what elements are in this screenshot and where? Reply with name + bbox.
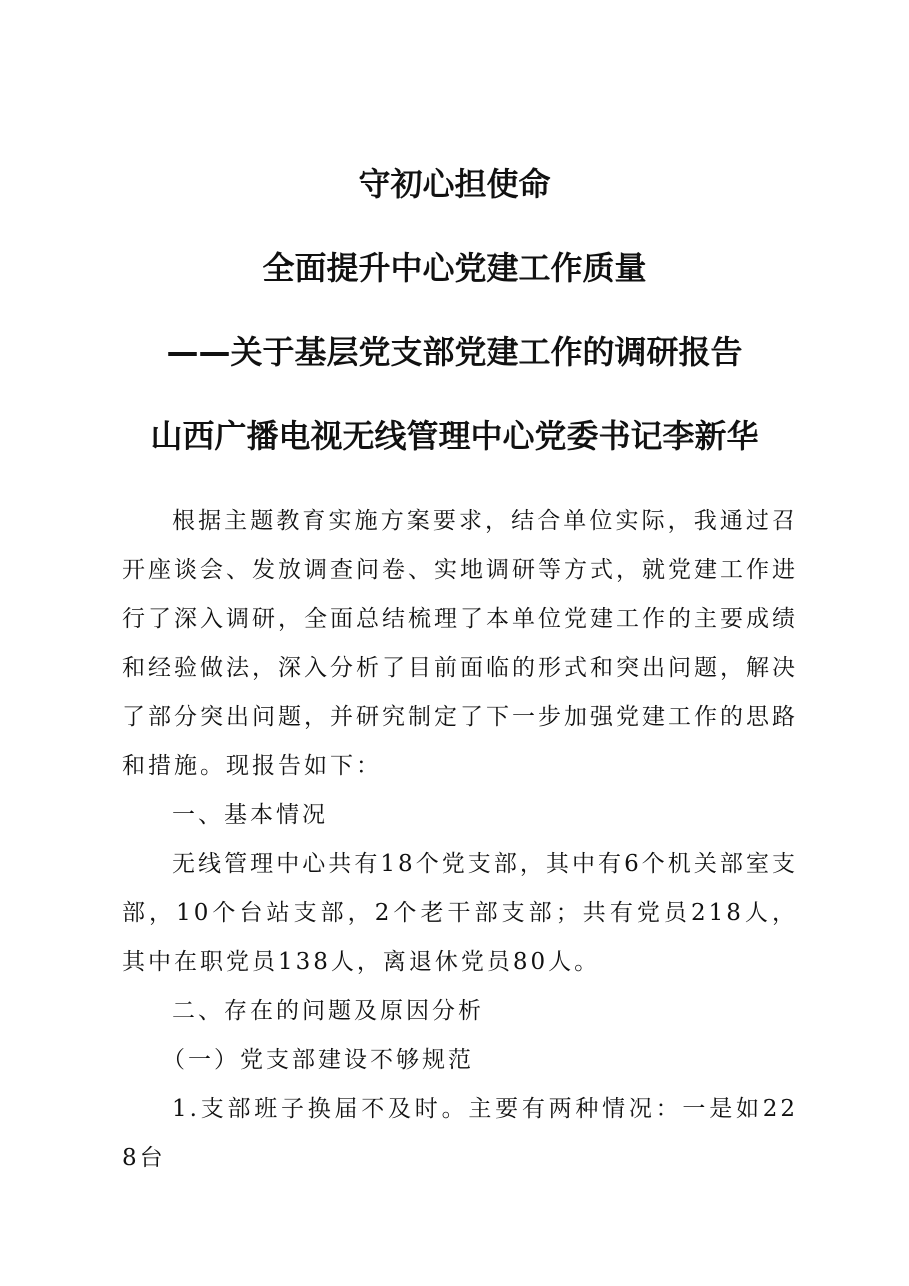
subsection-heading: （一）党支部建设不够规范: [162, 1047, 474, 1073]
section-heading-problems: 二、存在的问题及原因分析: [172, 998, 484, 1024]
main-title: 守初心担使命: [358, 165, 551, 203]
section-heading-basic: 一、基本情况: [172, 802, 328, 828]
problem-item-paragraph: 1.支部班子换届不及时。主要有两种情况：一是如228台: [122, 1096, 798, 1171]
body-text: [122, 497, 798, 1183]
basic-info-paragraph: 无线管理中心共有18个党支部，其中有6个机关部室支部，10个台站支部，2个老干部支部；共有党员218人，其中在职党员138人，离退休党员80人。: [122, 851, 798, 975]
author-line: 山西广播电视无线管理中心党委书记李新华: [150, 417, 759, 455]
intro-paragraph: 根据主题教育实施方案要求，结合单位实际，我通过召开座谈会、发放调查问卷、实地调研等方式，就党建工作进行了深入调研，全面总结梳理了本单位党建工作的主要成绩和经验做法，深入分析了目前面临的形式和突出问题，解决了部分突出问题，并研究制定了下一步加强党建工作的思路和措施。现报告如下：: [122, 508, 798, 779]
subtitle: ——关于基层党支部党建工作的调研报告: [166, 333, 743, 371]
secondary-title: 全面提升中心党建工作质量: [262, 249, 647, 287]
